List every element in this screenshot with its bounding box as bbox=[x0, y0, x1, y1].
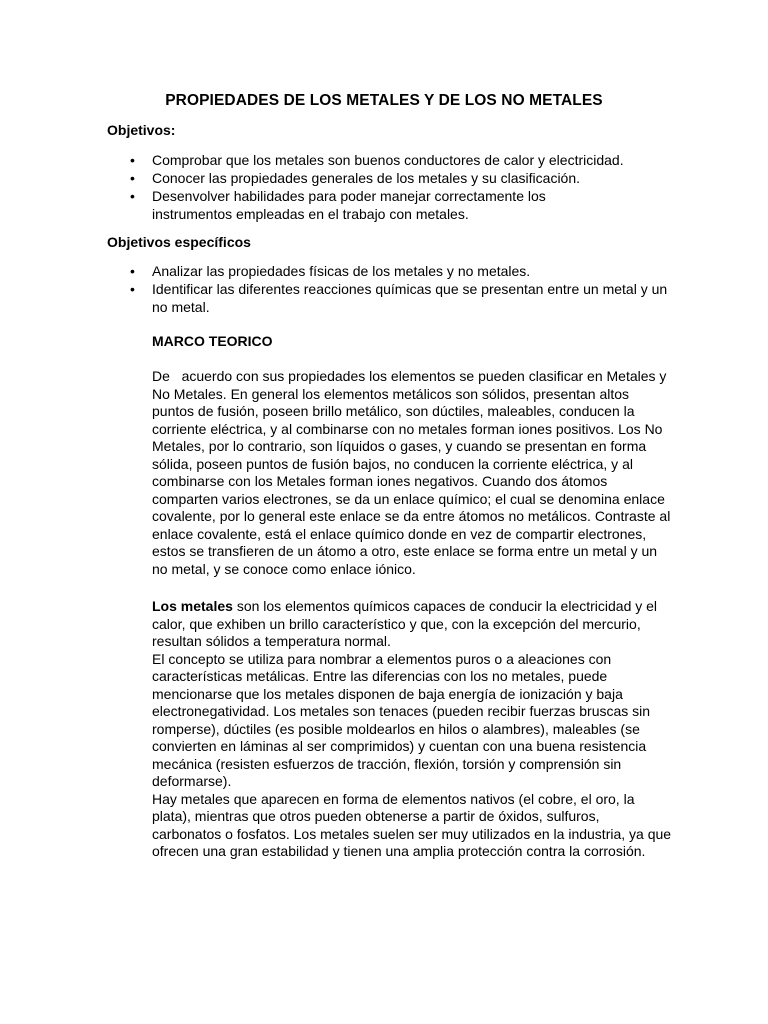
bullet-icon: • bbox=[130, 263, 135, 279]
objetivos-list bbox=[130, 151, 690, 223]
marco-teorico-intro: De acuerdo con sus propiedades los elementos se pueden clasificar en Metales y No Metales. En general los elementos metálicos son sólidos, presentan altos puntos de fusión, poseen brillo metálico, son dúctiles, maleables, conducen la corriente eléctrica, y al combinarse con no metales forman iones positivos. Los No Metales, por lo contrario, son líquidos o gases, y cuando se presentan en forma sólida, poseen puntos de fusión bajos, no conducen la corriente eléctrica, y al combinarse con los Metales forman iones negativos. Cuando dos átomos comparten varios electrones, se da un enlace químico; el cual se denomina enlace covalente, por lo general este enlace se da entre átomos no metálicos. Contraste al enlace covalente, está el enlace químico donde en vez de compartir electrones, estos se transfieren de un átomo a otro, este enlace se forma entre un metal y un no metal, y se conoce como enlace iónico. bbox=[152, 368, 675, 577]
nativos-paragraph: Hay metales que aparecen en forma de elementos nativos (el cobre, el oro, la plata), mientras que otros pueden obtenerse a partir de óxidos, sulfuros, carbonatos o fosfatos. Los metales suelen ser muy utilizados en la industria, ya que ofrecen una gran estabilidad y tienen una amplia protección contra la corrosión. bbox=[152, 790, 672, 859]
concepto-paragraph: El concepto se utiliza para nombrar a elementos puros o a aleaciones con características metálicas. Entre las diferencias con los no metales, puede mencionarse que los metales disponen de baja energía de ionización y baja electronegatividad. Los metales son tenaces (pueden recibir fuerzas bruscas sin romperse), dúctiles (es posible moldearlos en hilos o alambres), maleables (se convierten en láminas al ser comprimidos) y cuentan con una buena resistencia mecánica (resisten esfuerzos de tracción, flexión, torsión y comprensión sin deformarse). bbox=[152, 650, 651, 789]
list-item-text: Comprobar que los metales son buenos conductores de calor y electricidad. bbox=[152, 152, 624, 168]
list-item bbox=[130, 151, 690, 169]
objetivos-especificos-heading: Objetivos específicos bbox=[107, 234, 251, 250]
list-item-text: Analizar las propiedades físicas de los metales y no metales. bbox=[152, 263, 531, 279]
marco-teorico-heading: MARCO TEORICO bbox=[152, 333, 273, 349]
list-item-text: Identificar las diferentes reacciones químicas que se presentan entre un metal y un no metal. bbox=[152, 281, 668, 315]
bullet-icon: • bbox=[130, 152, 135, 168]
list-item bbox=[130, 187, 690, 223]
objetivos-heading: Objetivos: bbox=[107, 122, 176, 138]
bullet-icon: • bbox=[130, 170, 135, 186]
bullet-icon: • bbox=[130, 281, 135, 297]
document-title: PROPIEDADES DE LOS METALES Y DE LOS NO METALES bbox=[165, 92, 603, 109]
metales-definition-text: son los elementos químicos capaces de conducir la electricidad y el calor, que exhiben un brillo característico y que, con la excepción del mercurio, resultan sólidos a temperatura normal. bbox=[152, 598, 658, 649]
list-item bbox=[130, 262, 690, 280]
metales-definition bbox=[152, 598, 672, 651]
list-item bbox=[130, 169, 690, 187]
list-item-text: Desenvolver habilidades para poder manejar correctamente los instrumentos empleadas en el trabajo con metales. bbox=[152, 188, 546, 222]
list-item bbox=[130, 280, 690, 316]
metales-term: Los metales bbox=[152, 598, 233, 614]
objetivos-especificos-list bbox=[130, 262, 690, 316]
metales-section bbox=[152, 598, 672, 861]
list-item-text: Conocer las propiedades generales de los metales y su clasificación. bbox=[152, 170, 581, 186]
bullet-icon: • bbox=[130, 188, 135, 204]
